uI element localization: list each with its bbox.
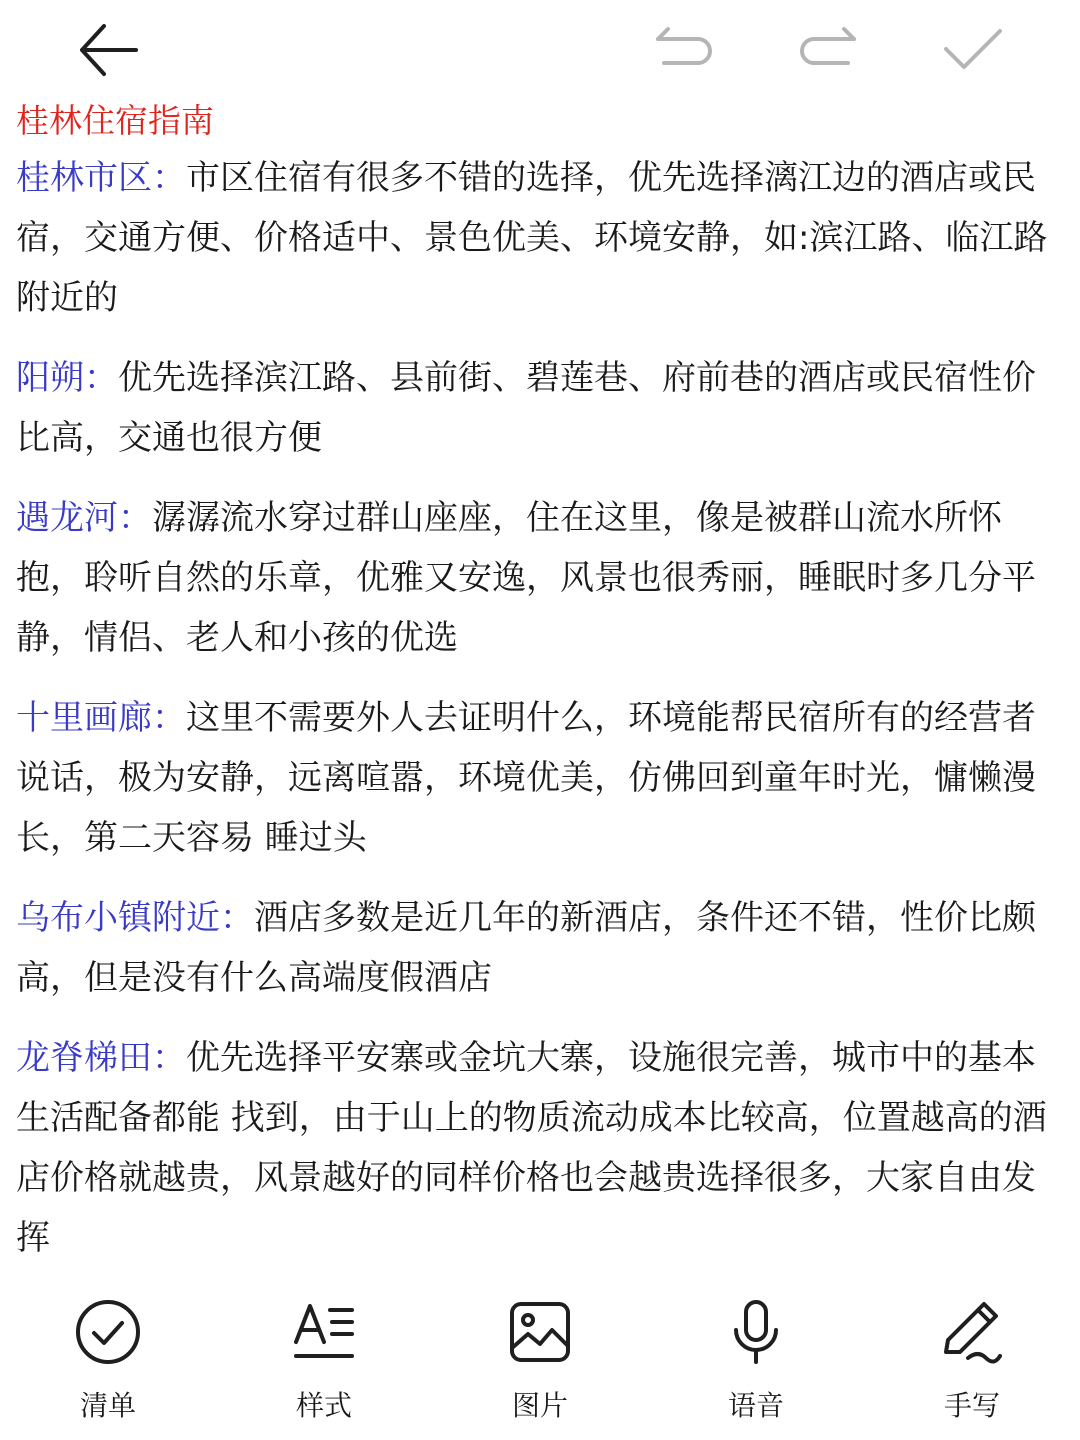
section-guilin-city	[16, 148, 1056, 328]
style-button[interactable]	[249, 1296, 399, 1426]
section-shili-gallery	[16, 688, 1056, 868]
section-label: 十里画廊：	[16, 698, 186, 738]
checklist-button[interactable]	[33, 1296, 183, 1426]
section-longji-terraces	[16, 1028, 1056, 1268]
bottom-toolbar	[0, 1290, 1080, 1440]
section-label: 桂林市区：	[16, 158, 186, 198]
section-yangshuo	[16, 348, 1056, 468]
section-text: 优先选择滨江路、县前街、碧莲巷、府前巷的酒店或民宿性价比高，交通也很方便	[16, 358, 1036, 458]
section-text: 潺潺流水穿过群山座座，住在这里，像是被群山流水所怀抱，聆听自然的乐章，优雅又安逸，风景也很秀丽，睡眠时多几分平静，情侣、老人和小孩的优选	[16, 498, 1036, 658]
section-label: 阳朔：	[16, 358, 118, 398]
section-ubud-town	[16, 888, 1056, 1008]
voice-label: 语音	[727, 1389, 784, 1422]
section-text: 这里不需要外人去证明什么，环境能帮民宿所有的经营者说话，极为安静，远离喧嚣，环境优美，仿佛回到童年时光，慵懒漫长，第二天容易 睡过头	[16, 698, 1036, 858]
image-label: 图片	[511, 1389, 568, 1422]
note-editor[interactable]	[16, 96, 1056, 1288]
back-button[interactable]	[72, 14, 144, 86]
section-label: 乌布小镇附近：	[16, 898, 254, 938]
redo-icon	[796, 25, 860, 75]
check-icon	[940, 25, 1004, 75]
section-text: 优先选择平安寨或金坑大寨，设施很完善，城市中的基本生活配备都能 找到，由于山上的物质流动成本比较高，位置越高的酒店价格就越贵，风景越好的同样价格也会越贵选择很多，大家自由发挥	[16, 1038, 1047, 1258]
text-style-icon	[288, 1296, 360, 1368]
checklist-icon	[72, 1296, 144, 1368]
section-text: 酒店多数是近几年的新酒店，条件还不错，性价比颇高，但是没有什么高端度假酒店	[16, 898, 1036, 998]
undo-button[interactable]	[648, 14, 720, 86]
image-button[interactable]	[465, 1296, 615, 1426]
section-text: 市区住宿有很多不错的选择，优先选择漓江边的酒店或民宿，交通方便、价格适中、景色优美、环境安静，如:滨江路、临江路附近的	[16, 158, 1048, 318]
done-button[interactable]	[936, 14, 1008, 86]
image-icon	[504, 1296, 576, 1368]
arrow-left-icon	[76, 18, 140, 82]
voice-button[interactable]	[681, 1296, 831, 1426]
style-label: 样式	[295, 1389, 352, 1422]
section-label: 遇龙河：	[16, 498, 152, 538]
microphone-icon	[720, 1296, 792, 1368]
undo-icon	[652, 25, 716, 75]
note-title: 桂林住宿指南	[16, 101, 214, 140]
handwriting-label: 手写	[943, 1389, 1000, 1422]
redo-button[interactable]	[792, 14, 864, 86]
section-yulong-river	[16, 488, 1056, 668]
handwriting-button[interactable]	[897, 1296, 1047, 1426]
section-label: 龙脊梯田：	[16, 1038, 186, 1078]
checklist-label: 清单	[79, 1389, 136, 1422]
pen-icon	[936, 1296, 1008, 1368]
top-toolbar	[0, 0, 1080, 96]
